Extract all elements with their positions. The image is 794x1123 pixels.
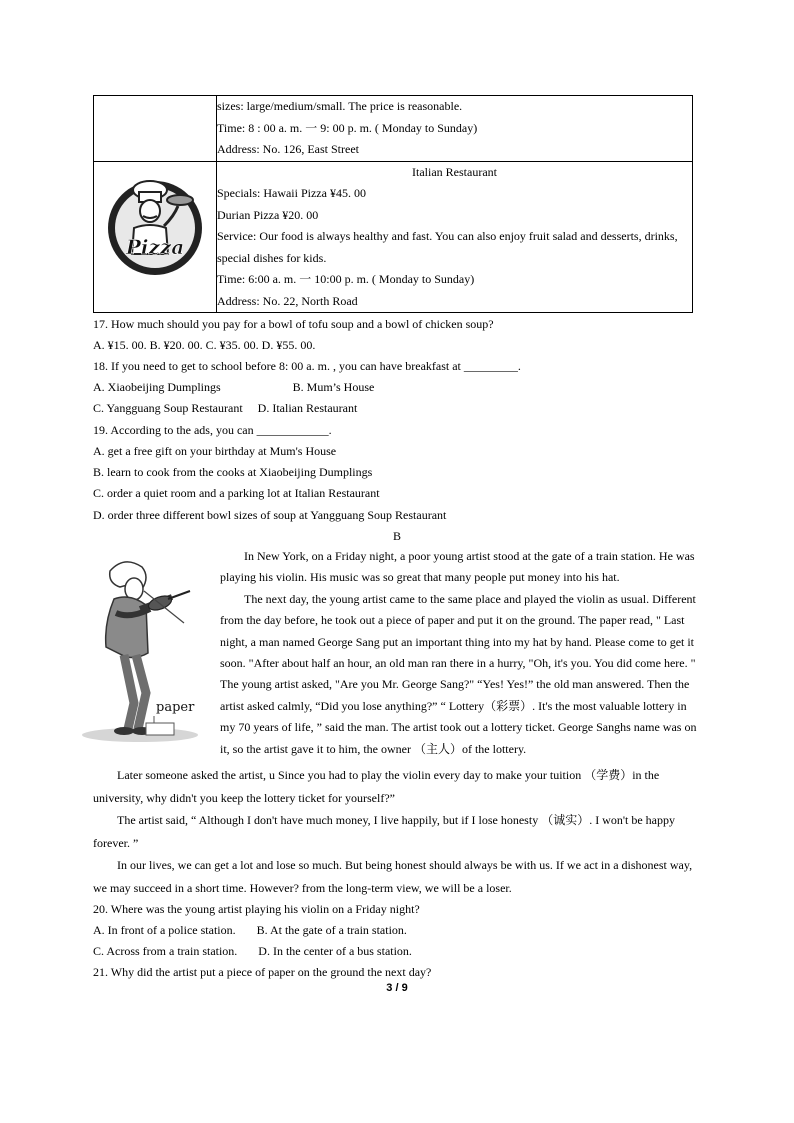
paper-label: paper <box>156 700 195 715</box>
passage-line: university, why didn't you keep the lottery ticket for yourself?” <box>93 790 395 805</box>
passage-line: In New York, on a Friday night, a poor young artist stood at the gate of a train station. He was <box>244 549 695 563</box>
ad-line: Address: No. 126, East Street <box>217 142 359 156</box>
question-line: C. Yangguang Soup Restaurant D. Italian Restaurant <box>93 401 358 415</box>
pizza-logo-cell <box>94 161 217 313</box>
violinist-illustration <box>80 553 212 745</box>
ad-text-cell <box>217 161 693 313</box>
passage-line: Later someone asked the artist, u Since you had to play the violin every day to make your tuition （学费）in the <box>117 768 660 782</box>
ad-line: Address: No. 22, North Road <box>217 293 358 308</box>
passage-line: artist asked calmly, “Did you lose anything?” “ Lottery（彩票）. It's the most valuable lottery in <box>220 698 687 713</box>
pizza-chef-logo <box>104 176 206 276</box>
question-line: B. learn to cook from the cooks at Xiaobeijing Dumplings <box>93 465 373 479</box>
ad-text-cell <box>217 96 693 162</box>
question-line: D. order three different bowl sizes of soup at Yangguang Soup Restaurant <box>93 508 447 522</box>
passage-line: my 70 years of life, ” said the man. The artist took out a lottery ticket. George Sanghs name was on <box>220 720 697 735</box>
question-line: A. ¥15. 00. B. ¥20. 00. C. ¥35. 00. D. ¥55. 00. <box>93 338 316 352</box>
ad-line: Specials: Hawaii Pizza ¥45. 00 <box>217 186 366 200</box>
table-row <box>94 161 693 313</box>
passage-line: In our lives, we can get a lot and lose so much. But being honest should always be with us. If we act in a dishonest way, <box>117 858 693 872</box>
passage-line: The artist said, “ Although I don't have much money, I live happily, but if I lose honesty （诚实）. I won't be happy <box>117 813 676 827</box>
passage-full-width <box>93 764 713 899</box>
question-line: 18. If you need to get to school before 8: 00 a. m. , you can have breakfast at _________. <box>93 359 521 373</box>
question-line: 17. How much should you pay for a bowl of tofu soup and a bowl of chicken soup? <box>93 317 494 331</box>
passage-line: night, a man named George Sang put an important thing into my hat by hand. Please come to get it <box>220 634 695 649</box>
pizza-logo-text: Pizza <box>125 234 185 259</box>
question-line: A. Xiaobeijing Dumplings B. Mum’s House <box>93 380 375 394</box>
ad-line: special dishes for kids. <box>217 250 327 265</box>
restaurant-ads-table <box>93 95 693 313</box>
page-number: 3 / 9 <box>386 982 408 994</box>
ad-line: sizes: large/medium/small. The price is reasonable. <box>217 99 463 113</box>
empty-image-cell <box>94 96 217 162</box>
section-label: B <box>392 529 401 543</box>
ad-line: Durian Pizza ¥20. 00 <box>217 207 319 222</box>
passage-line: from the day before, he took out a piece of paper and put it on the ground. The paper read, " Last <box>220 613 685 628</box>
passage-line: soon. "After about half an hour, an old man ran there in a hurry, "Oh, it's you. You did come here. " <box>220 655 696 670</box>
question-line: C. order a quiet room and a parking lot at Italian Restaurant <box>93 486 380 500</box>
table-row <box>94 96 693 162</box>
question-line: C. Across from a train station. D. In the center of a bus station. <box>93 944 412 958</box>
passage-line: The young artist asked, "Are you Mr. George Sang?" “Yes! Yes!” the old man answered. Then the <box>220 677 690 692</box>
passage-line: playing his violin. His music was so great that many people put money into his hat. <box>220 570 620 585</box>
passage-line: it, so the artist gave it to him, the owner （主人）of the lottery. <box>220 741 527 756</box>
passage-column <box>220 546 715 760</box>
question-line: 20. Where was the young artist playing his violin on a Friday night? <box>93 902 420 916</box>
question-line: A. get a free gift on your birthday at Mum's House <box>93 444 337 458</box>
ad-line: Service: Our food is always healthy and fast. You can also enjoy fruit salad and desserts, drinks, <box>217 229 678 243</box>
restaurant-name: Italian Restaurant <box>412 164 497 179</box>
passage-line: forever. ” <box>93 835 139 850</box>
passage-line: we may succeed in a short time. However? from the long-term view, we will be a loser. <box>93 880 512 895</box>
question-line: 21. Why did the artist put a piece of paper on the ground the next day? <box>93 965 432 979</box>
question-line: A. In front of a police station. B. At the gate of a train station. <box>93 923 407 937</box>
ad-line: Time: 8 : 00 a. m. 一 9: 00 p. m. ( Monday to Sunday) <box>217 120 478 135</box>
ad-line: Time: 6:00 a. m. 一 10:00 p. m. ( Monday to Sunday) <box>217 272 475 286</box>
passage-line: The next day, the young artist came to the same place and played the violin as usual. Different <box>244 591 696 606</box>
question-line: 19. According to the ads, you can ____________. <box>93 423 332 437</box>
